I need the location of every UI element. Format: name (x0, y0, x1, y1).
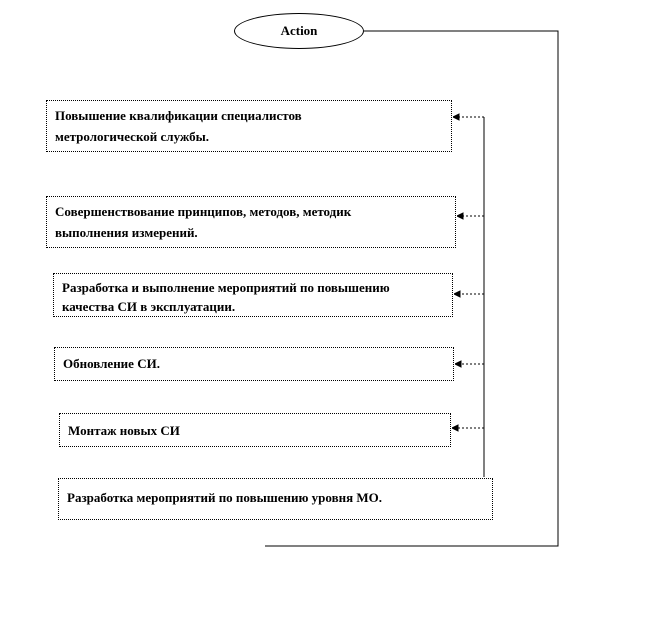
arrows (452, 114, 484, 431)
box-text-line: Разработка мероприятий по повышению уровня МО. (67, 490, 383, 505)
box-text-line: Совершенствование принципов, методов, методик (55, 204, 352, 219)
arrowhead-1 (453, 114, 459, 120)
box-install (59, 413, 451, 447)
action-node (234, 13, 364, 49)
arrowhead-5 (452, 425, 458, 431)
box-text-line: Повышение квалификации специалистов (55, 108, 302, 123)
box-text-line: качества СИ в эксплуатации. (62, 299, 236, 314)
box-text-line: выполнения измерений. (55, 225, 198, 240)
box-quality-measures (53, 273, 453, 317)
box-methods (46, 196, 456, 248)
arrowhead-2 (457, 213, 463, 219)
arrowhead-4 (455, 361, 461, 367)
box-update (54, 347, 454, 381)
box-text-line: Монтаж новых СИ (68, 423, 180, 438)
box-qualification (46, 100, 452, 152)
action-label: Action (280, 23, 318, 38)
box-text-line: метрологической службы. (55, 129, 210, 144)
arrowhead-3 (454, 291, 460, 297)
box-mo-level (58, 478, 493, 520)
box-text-line: Обновление СИ. (63, 356, 160, 371)
box-text-line: Разработка и выполнение мероприятий по повышению (62, 280, 390, 295)
